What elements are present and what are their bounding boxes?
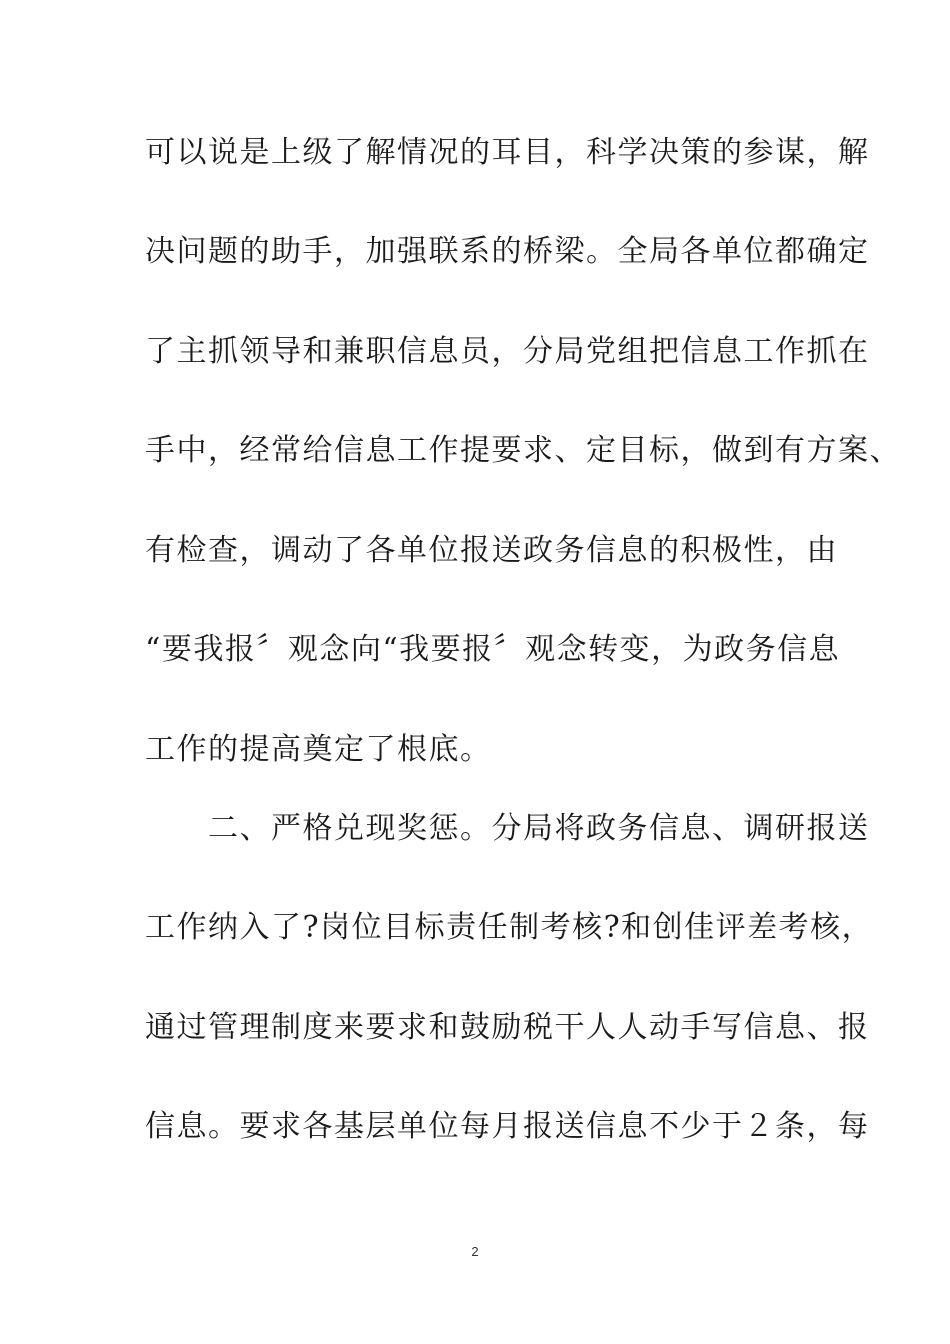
text-line: 通过管理制度来要求和鼓励税干人人动手写信息、报 (145, 1010, 870, 1045)
text-line: 手中，经常给信息工作提要求、定目标，做到有方案、 (145, 433, 901, 468)
text-line: 信息。要求各基层单位每月报送信息不少于２条，每 (145, 1109, 870, 1144)
text-line: 工作纳入了?岗位目标责任制考核?和创佳评差考核， (145, 910, 874, 945)
text-line: 可以说是上级了解情况的耳目，科学决策的参谋，解 (145, 135, 870, 170)
text-line: 决问题的助手，加强联系的桥梁。全局各单位都确定 (145, 234, 870, 269)
text-line: 有检查，调动了各单位报送政务信息的积极性，由 (145, 533, 838, 568)
text-line: “要我报〞观念向“我要报〞观念转变，为政务信息 (145, 632, 841, 667)
paragraph-start-line: 二、严格兑现奖惩。分局将政务信息、调研报送 (145, 811, 870, 846)
text-line: 工作的提高奠定了根底。 (145, 732, 492, 767)
text-line: 了主抓领导和兼职信息员，分局党组把信息工作抓在 (145, 334, 870, 369)
page-number: 2 (471, 1244, 479, 1259)
